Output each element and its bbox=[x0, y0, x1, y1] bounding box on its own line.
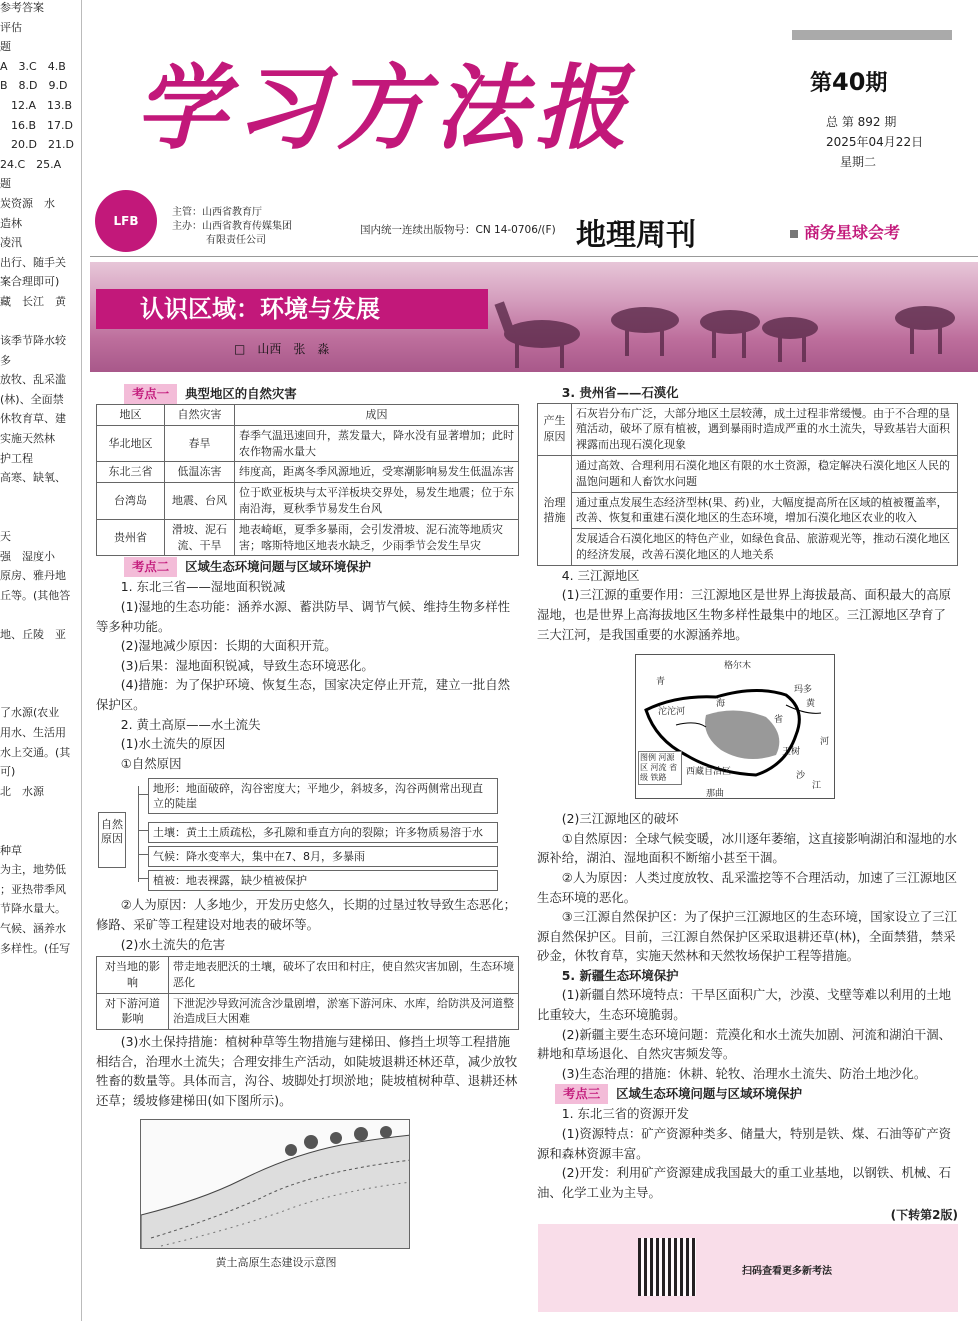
left-strip-line: 多 bbox=[0, 353, 11, 367]
publication-number: 国内统一连续出版物号：CN 14-0706/(F) bbox=[360, 224, 556, 236]
table-row: 对当地的影响 带走地表肥沃的土壤，破坏了农田和村庄，使自然灾害加剧，生态环境恶化 bbox=[97, 957, 519, 994]
left-strip-line: (林)、全面禁 bbox=[0, 392, 64, 406]
table-row: 华北地区 春旱 春季气温迅速回升，蒸发量大，降水没有显著增加；此时农作物需水量大 bbox=[97, 425, 519, 462]
desertification-table bbox=[537, 403, 958, 566]
left-strip-line: 评估 bbox=[0, 20, 22, 34]
qr-footer bbox=[538, 1224, 958, 1312]
left-strip-line: 丘等。(其他答 bbox=[0, 588, 71, 602]
left-strip-line: 题 bbox=[0, 40, 11, 54]
kp2-heading: 考点二 区域生态环境问题与区域环境保护 bbox=[96, 557, 519, 575]
left-strip-line bbox=[0, 686, 81, 706]
square-icon bbox=[790, 230, 798, 238]
left-column: 考点一 典型地区的自然灾害 地区 自然灾害 成因 华北地区 春旱 春季气温迅速回升，蒸发量大，降水没有显著增加；此时农作物需水量大 东北三省 低温冻害 纬度高，距离冬季风源地近，受寒潮影响易发生低温冻害 台湾岛 地震、台风 位于欧亚板块与太平洋板块交界处，易发生地震；位于东南沿海，夏秋季节易发生台风 贵州省 滑坡、泥石流、干旱 地表崎岖，夏季多暴雨，会引发滑坡、泥石流等地质灾害；喀斯特地区地表水缺乏，少雨季节会发生旱灾 考点二 区域生态环境问题与区域环境保护 1. 东北三省——湿地面积锐减 (1)湿地的生态功能：涵养水源、蓄洪防旱、调节气候、维持生物多样性等多种功能。 (2)湿地减少原因：长期的大面积开荒。 (3)后果：湿地面积锐减，导致生态环境恶化。 (4)措施：为了保护环境、恢复生态，国家决定停止开荒，建立一批自然保护区。 2. 黄土高原——水土流失 (1)水土流失的原因 ①自然原因 自然原因 地形：地面破碎，沟谷密度大；平地少，斜坡多，沟谷两侧常出现直立的陡崖 土壤：黄土土质疏松，多孔隙和垂直方向的裂隙；许多物质易溶于水 气候：降水变率大，集中在7、8月，多暴雨 植被：地表裸露，缺少植被保护 ②人为原因：人多地少，开发历史悠久，长期的过垦过牧导致生态恶化；修路、采矿等工程建设对地表的破坏等。 (2)水土流失的危害 对当地的影响 带走地表肥沃的土壤，破坏了农田和村庄，使自然灾害加剧，生态环境恶化 对下游河道影响 下泄泥沙导致河流含沙量剧增，淤塞下游河床、水库，给防洪及河道整治造成巨大困难 (3)水土保持措施：植树种草等生物措施与建梯田、修挡土坝等工程措施相结合，治理水土流失；合理安排生产活动，如陡坡退耕还林还草，减少放牧牲畜的数量等。具体而言，沟谷、坡脚处打坝淤地；陡坡植树种草、退耕还林还草；缓坡修建梯田(如下图所示)。 黄土高原生态建设示意图 bbox=[96, 383, 519, 1272]
left-strip-line: 20.D 21.D bbox=[0, 138, 74, 152]
left-strip-line: 地、丘陵 亚 bbox=[0, 628, 66, 641]
map-legend: 图例 河源区 河流 省级 铁路 bbox=[638, 751, 682, 785]
left-strip-line: 参考答案 bbox=[0, 1, 44, 14]
left-answer-strip bbox=[0, 0, 82, 1321]
left-strip-line: 强 湿度小 bbox=[0, 549, 55, 563]
total-issue: 总 第 892 期 bbox=[826, 115, 897, 129]
table-header: 地区 自然灾害 成因 bbox=[97, 405, 519, 426]
issue-meta bbox=[826, 112, 923, 172]
left-strip-line: 多样性。(任写 bbox=[0, 941, 71, 955]
left-strip-line bbox=[0, 666, 81, 686]
issue-number: 第40期 bbox=[810, 68, 888, 96]
diagram-root: 自然原因 bbox=[98, 812, 126, 868]
left-strip-line: 该季节降水较 bbox=[0, 334, 66, 348]
qr-code-icon[interactable] bbox=[638, 1238, 696, 1296]
left-strip-line: 16.B 17.D bbox=[0, 118, 74, 132]
diagram-item: 地形：地面破碎，沟谷密度大；平地少，斜坡多，沟谷两侧常出现直立的陡崖 bbox=[148, 778, 498, 814]
left-strip-line: 气候、涵养水 bbox=[0, 921, 66, 935]
left-strip-line: 造林 bbox=[0, 216, 22, 230]
weekly-title: 地理周刊 bbox=[576, 218, 696, 253]
sanjiangyuan-map: 格尔木 青 海 沱沱河 西藏自治区 玛多 那曲 玉树 省 黄 河 沙 江 图例 河源区 河流 省级 铁路 bbox=[635, 654, 835, 799]
table-row: 贵州省 滑坡、泥石流、干旱 地表崎岖，夏季多暴雨，会引发滑坡、泥石流等地质灾害；喀斯特地区地表水缺乏，少雨季节会发生旱灾 bbox=[97, 519, 519, 556]
natural-cause-diagram bbox=[96, 776, 519, 892]
left-strip-line bbox=[0, 490, 81, 510]
left-strip-line: A 3.C 4.B bbox=[0, 59, 66, 73]
left-strip-line bbox=[0, 607, 81, 627]
kp1-heading: 考点一 典型地区的自然灾害 bbox=[96, 384, 519, 402]
left-strip-line: 高寒、缺氧、 bbox=[0, 471, 66, 485]
edition-label: 商务星球会考 bbox=[790, 220, 900, 243]
left-strip-line bbox=[0, 647, 81, 667]
publisher-logo: LFB bbox=[95, 190, 157, 252]
left-strip-line: 天 bbox=[0, 530, 11, 544]
issue-weekday: 星期二 bbox=[840, 155, 877, 169]
harm-table bbox=[96, 956, 519, 1030]
table-row: 发展适合石漠化地区的特色产业，如绿色食品、旅游观光等，推动石漠化地区的经济发展，改善石漠化地区的人地关系 bbox=[538, 529, 958, 566]
left-strip-line: 北 水源 bbox=[0, 784, 44, 798]
left-strip-line: 凌汛 bbox=[0, 236, 22, 250]
diagram-item: 植被：地表裸露，缺少植被保护 bbox=[148, 870, 498, 891]
left-strip-line: 题 bbox=[0, 177, 11, 191]
left-strip-line bbox=[0, 823, 81, 843]
masthead-title: 学习方法报 bbox=[135, 54, 636, 162]
left-strip-line: 实施天然林 bbox=[0, 432, 55, 446]
table-row: 治理措施 通过高效、合理利用石漠化地区有限的水土资源，稳定解决石漠化地区人民的温饱问题和人畜饮水问题 bbox=[538, 455, 958, 492]
disaster-table bbox=[96, 404, 519, 556]
left-strip-line: 炭资源 水 bbox=[0, 196, 55, 210]
header-divider bbox=[90, 256, 978, 257]
left-strip-line: 节降水量大。 bbox=[0, 902, 66, 916]
left-strip-line: 原房、雅丹地 bbox=[0, 569, 66, 583]
left-strip-line: 案合理即可) bbox=[0, 275, 60, 289]
diagram-item: 气候：降水变率大，集中在7、8月，多暴雨 bbox=[148, 846, 498, 867]
left-strip-line: 24.C 25.A bbox=[0, 157, 62, 171]
left-strip-line: 水上交通。(其 bbox=[0, 745, 71, 759]
left-strip-line bbox=[0, 509, 81, 529]
left-strip-line: 护工程 bbox=[0, 451, 33, 465]
article-author: □ 山西 张 淼 bbox=[234, 342, 330, 356]
left-strip-line: 用水、生活用 bbox=[0, 725, 66, 739]
left-strip-line: 休牧育草、建 bbox=[0, 412, 66, 426]
diagram-item: 土壤：黄土土质疏松，多孔隙和垂直方向的裂隙；许多物质易溶于水 bbox=[148, 822, 498, 843]
article-title: 认识区域：环境与发展 bbox=[96, 289, 488, 329]
table-row: 东北三省 低温冻害 纬度高，距离冬季风源地近，受寒潮影响易发生低温冻害 bbox=[97, 462, 519, 483]
left-strip-line bbox=[0, 803, 81, 823]
table-row: 台湾岛 地震、台风 位于欧亚板块与太平洋板块交界处，易发生地震；位于东南沿海，夏秋季节易发生台风 bbox=[97, 483, 519, 520]
left-strip-line: ；亚热带季风 bbox=[0, 882, 66, 896]
left-strip-line: 放牧、乱采滥 bbox=[0, 373, 66, 387]
continue-note: (下转第2版) bbox=[890, 1208, 958, 1223]
terrace-illustration bbox=[141, 1120, 410, 1249]
left-strip-line: 12.A 13.B bbox=[0, 98, 73, 112]
top-gray-bar bbox=[792, 30, 952, 40]
sponsors: 主管：山西省教育厅 主办：山西省教育传媒集团 有限责任公司 bbox=[172, 207, 292, 246]
loess-plateau-figure bbox=[140, 1119, 410, 1249]
kp3-heading: 考点三 区域生态环境问题与区域环境保护 bbox=[537, 1084, 958, 1102]
left-strip-line: 为主，地势低 bbox=[0, 863, 66, 877]
left-strip-line: 了水源(农业 bbox=[0, 706, 60, 720]
qr-caption: 扫码查看更多新考法 bbox=[742, 1266, 832, 1277]
table-row: 对下游河道影响 下泄泥沙导致河流含沙量剧增，淤塞下游河床、水库，给防洪及河道整治造成巨大困难 bbox=[97, 993, 519, 1030]
left-strip-line bbox=[0, 314, 81, 334]
left-strip-line: B 8.D 9.D bbox=[0, 79, 68, 93]
left-strip-line: 可) bbox=[0, 765, 16, 779]
figure-caption: 黄土高原生态建设示意图 bbox=[215, 1255, 337, 1269]
left-strip-line: 藏 长江 黄 bbox=[0, 294, 66, 308]
left-strip-line: 出行、随手关 bbox=[0, 255, 66, 269]
right-column: 3. 贵州省——石漠化 产生原因 石灰岩分布广泛，大部分地区土层较薄，成土过程非常缓慢。由于不合理的垦殖活动，破坏了原有植被，遇到暴雨时造成严重的水土流失，导致基岩大面积裸露而出现石漠化现象 治理措施 通过高效、合理利用石漠化地区有限的水土资源，稳定解决石漠化地区人民的温饱问题和人畜饮水问题 通过重点发展生态经济型林(果、药)业，大幅度提高所在区域的植被覆盖率，改善、恢复和重建石漠化地区的生态环境，增加石漠化地区农业的收入 发展适合石漠化地区的特色产业，如绿色食品、旅游观光等，推动石漠化地区的经济发展，改善石漠化地区的人地关系 4. 三江源地区 (1)三江源的重要作用：三江源地区是世界上海拔最高、面积最大的高原湿地，也是世界上高海拔地区生物多样性最集中的地区。三江源地区孕育了三大江河，是我国重要的水源涵养地。 格尔木 青 海 沱沱河 西藏自治区 玛多 那曲 玉树 省 黄 河 沙 江 图例 河源区 河流 省级 铁路 (2)三江源地区的破坏 ①自然原因：全球气候变暖，冰川逐年萎缩，这直接影响湖泊和湿地的水源补给，湖泊、湿地面积不断缩小甚至干涸。 ②人为原因：人类过度放牧、乱采滥挖等不合理活动，加速了三江源地区生态环境的恶化。 ③三江源自然保护区：为了保护三江源地区的生态环境，国家设立了三江源自然保护区。目前，三江源自然保护区采取退耕还草(林)，全面禁猎，禁采砂金，休牧育草，实施天然林和天然牧场保护工程等措施。 5. 新疆生态环境保护 (1)新疆自然环境特点：干旱区面积广大，沙漠、戈壁等难以利用的土地比重较大，生态环境脆弱。 (2)新疆主要生态环境问题：荒漠化和水土流失加剧、河流和湖泊干涸、耕地和草场退化、自然灾害频发等。 (3)生态治理的措施：休耕、轮牧、治理水土流失、防治土地沙化。 考点三 区域生态环境问题与区域环境保护 1. 东北三省的资源开发 (1)资源特点：矿产资源种类多、储量大，特别是铁、煤、石油等矿产资源和森林资源丰富。 (2)开发：利用矿产资源建成我国最大的重工业基地，以钢铁、机械、石油、化学工业为主导。 (下转第2版) bbox=[537, 383, 958, 1226]
table-row: 产生原因 石灰岩分布广泛，大部分地区土层较薄，成土过程非常缓慢。由于不合理的垦殖活动，破坏了原有植被，遇到暴雨时造成严重的水土流失，导致基岩大面积裸露而出现石漠化现象 bbox=[538, 403, 958, 455]
left-strip-line: 种草 bbox=[0, 843, 22, 857]
table-row: 通过重点发展生态经济型林(果、药)业，大幅度提高所在区域的植被覆盖率，改善、恢复和重建石漠化地区的生态环境，增加石漠化地区农业的收入 bbox=[538, 492, 958, 529]
issue-date: 2025年04月22日 bbox=[826, 135, 924, 149]
